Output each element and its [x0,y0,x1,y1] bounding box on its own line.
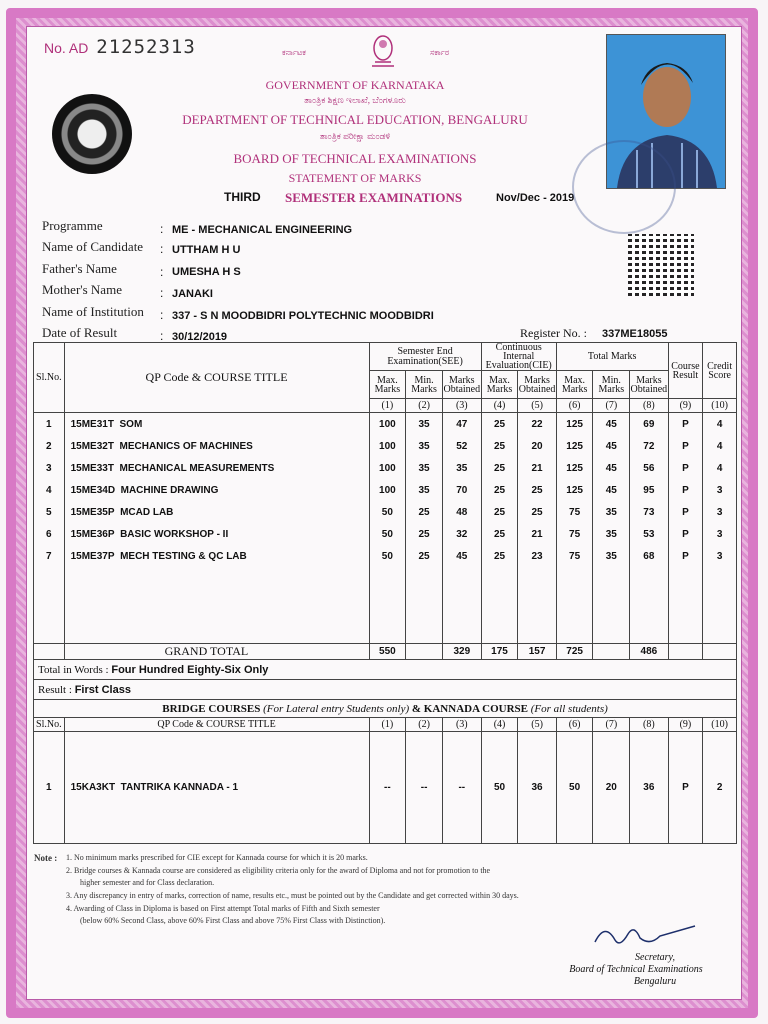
course-title: MECHANICAL MEASUREMENTS [119,462,275,474]
course-see-min: 25 [406,545,443,567]
programme-label: Programme [42,218,103,233]
bridge-see-max: -- [369,732,406,844]
col-number: (10) [703,718,737,732]
col-number: (8) [630,399,668,413]
board-title: BOARD OF TECHNICAL EXAMINATIONS [233,151,477,166]
bridge-subheading: (For Lateral entry Students only) [263,702,410,715]
bridge-credit: 2 [703,732,737,844]
course-see-obt: 47 [442,413,481,436]
cert-prefix: No. AD [44,40,89,56]
qr-code-icon [628,234,694,296]
course-see-max: 50 [369,501,406,523]
course-credit: 3 [703,545,737,567]
course-slno: 2 [34,435,65,457]
grand-total-see-obtained: 329 [442,644,481,660]
course-code: 15ME31T [70,418,114,430]
course-cell [64,523,369,545]
course-see-obt: 35 [442,457,481,479]
course-row [34,413,737,436]
total-words-value: Four Hundred Eighty-Six Only [111,663,269,676]
col-number: (6) [556,399,593,413]
note-2-cont: higher semester and for Class declaration. [80,878,215,887]
col-number: (1) [369,399,406,413]
course-cie-obt: 25 [518,479,556,501]
course-see-min: 25 [406,523,443,545]
course-cie-obt: 22 [518,413,556,436]
course-tot-obt: 53 [630,523,668,545]
kannada-sarkara: ಸರ್ಕಾರ [430,48,450,57]
course-slno: 4 [34,479,65,501]
course-see-max: 100 [369,413,406,436]
course-tot-obt: 72 [630,435,668,457]
col-number: (9) [668,399,703,413]
colon: : [160,222,164,236]
col-number: (1) [369,718,406,732]
col-number: (6) [556,718,593,732]
col-number: (8) [630,718,668,732]
bridge-slno: 1 [34,732,65,844]
col-number: (3) [442,399,481,413]
course-result-header: Course Result [668,343,703,399]
course-row [34,457,737,479]
course-cie-obt: 25 [518,501,556,523]
course-tot-min: 45 [593,457,630,479]
course-tot-max: 125 [556,457,593,479]
course-title: MECH TESTING & QC LAB [120,550,247,562]
candidate-name-label: Name of Candidate [42,239,144,254]
course-tot-min: 35 [593,501,630,523]
programme-value: ME - MECHANICAL ENGINEERING [172,224,353,236]
course-code: 15ME32T [70,440,114,452]
slno-header: Sl.No. [34,343,65,413]
course-see-max: 100 [369,479,406,501]
signature-city: Bengaluru [633,976,677,987]
colon: : [160,308,164,322]
course-tot-obt: 73 [630,501,668,523]
course-slno: 1 [34,413,65,436]
see-header: Semester End Examination(SEE) [369,343,481,371]
bridge-heading: BRIDGE COURSES [162,702,261,715]
course-tot-obt: 69 [630,413,668,436]
emblem-icon [366,32,400,70]
grand-total-cie-obtained: 157 [518,644,556,660]
course-result: P [668,523,703,545]
institution-label: Name of Institution [42,304,144,319]
course-see-min: 35 [406,435,443,457]
course-credit: 3 [703,501,737,523]
signature-board: Board of Technical Examinations [569,964,703,975]
colon: : [160,329,164,343]
course-cie-max: 25 [481,413,518,436]
course-row [34,479,737,501]
see-min-header: Min. Marks [406,371,443,399]
col-number: (7) [593,399,630,413]
bridge-course-title: TANTRIKA KANNADA - 1 [120,782,239,793]
father-name-label: Father's Name [42,261,117,276]
bridge-course-row [34,732,737,844]
course-see-obt: 70 [442,479,481,501]
course-result: P [668,501,703,523]
col-number: (2) [406,718,443,732]
course-tot-obt: 95 [630,479,668,501]
course-code: 15ME36P [70,528,115,540]
cert-number-value: 21252313 [96,36,196,58]
bridge-course-header: QP Code & COURSE TITLE [64,718,369,732]
signature-icon [590,912,700,952]
course-title: MACHINE DRAWING [120,484,219,496]
col-number: (3) [442,718,481,732]
course-title: SOM [119,418,143,430]
course-tot-max: 125 [556,435,593,457]
course-cell [64,479,369,501]
kannada-subheading: (For all students) [530,702,608,715]
course-cie-obt: 21 [518,457,556,479]
course-see-max: 100 [369,457,406,479]
course-tot-min: 35 [593,523,630,545]
course-see-obt: 48 [442,501,481,523]
course-title: BASIC WORKSHOP - II [120,528,229,540]
cie-max-header: Max. Marks [481,371,518,399]
credit-score-header: Credit Score [703,343,737,399]
note-3: 3. Any discrepancy in entry of marks, correction of name, results etc., must be pointed out by the Candidate and get corrected within 30 days. [66,891,519,900]
course-credit: 4 [703,435,737,457]
course-code: 15ME33T [70,462,114,474]
bridge-slno-header: Sl.No. [34,718,65,732]
course-rows [34,413,737,644]
course-cie-obt: 23 [518,545,556,567]
course-result: P [668,545,703,567]
marks-table [33,342,737,844]
course-code: 15ME37P [70,550,115,562]
course-see-obt: 52 [442,435,481,457]
course-cell [64,435,369,457]
course-see-min: 25 [406,501,443,523]
statement-title: STATEMENT OF MARKS [288,171,422,185]
note-2: 2. Bridge courses & Kannada course are considered as eligibility criteria only for the award of Diploma and not for promotion to the [66,866,491,875]
course-cell [64,545,369,567]
course-result: P [668,435,703,457]
course-tot-max: 75 [556,523,593,545]
register-no-label: Register No. : [520,326,587,340]
total-obtained-header: Marks Obtained [630,371,668,399]
course-title-header: QP Code & COURSE TITLE [64,343,369,413]
course-cell [64,501,369,523]
course-cie-max: 25 [481,545,518,567]
course-slno: 7 [34,545,65,567]
course-tot-min: 35 [593,545,630,567]
office-stamp-icon [572,140,676,234]
colon: : [160,265,164,279]
bridge-total-max: 50 [556,732,593,844]
semester-label: THIRD [224,190,261,204]
course-row [34,501,737,523]
col-number: (5) [518,718,556,732]
department-title: DEPARTMENT OF TECHNICAL EDUCATION, BENGALURU [182,112,528,127]
kannada-karnataka: ಕರ್ನಾಟಕ [282,48,306,57]
kannada-board: ತಾಂತ್ರಿಕ ಪರೀಕ್ಷಾ ಮಂಡಳಿ [319,131,391,141]
col-number: (2) [406,399,443,413]
course-tot-obt: 68 [630,545,668,567]
government-title: GOVERNMENT OF KARNATAKA [265,78,445,92]
kannada-heading: & KANNADA COURSE [411,702,529,715]
course-cie-obt: 20 [518,435,556,457]
col-number: (10) [703,399,737,413]
see-obtained-header: Marks Obtained [442,371,481,399]
course-credit: 3 [703,523,737,545]
grand-total-obtained: 486 [630,644,668,660]
bridge-see-obtained: -- [442,732,481,844]
course-cie-max: 25 [481,479,518,501]
course-see-min: 35 [406,479,443,501]
total-marks-header: Total Marks [556,343,668,371]
course-slno: 3 [34,457,65,479]
cie-obtained-header: Marks Obtained [518,371,556,399]
signature-title: Secretary, [635,952,675,963]
course-see-min: 35 [406,413,443,436]
course-see-max: 50 [369,545,406,567]
course-row [34,523,737,545]
course-credit: 4 [703,457,737,479]
course-result: P [668,457,703,479]
total-min-header: Min. Marks [593,371,630,399]
course-see-obt: 45 [442,545,481,567]
result-date-value: 30/12/2019 [172,331,228,343]
course-cell [64,457,369,479]
course-see-min: 35 [406,457,443,479]
course-tot-obt: 56 [630,457,668,479]
result-value: First Class [74,683,131,696]
course-cie-max: 25 [481,457,518,479]
grand-total-see-max: 550 [369,644,406,660]
colon: : [160,286,164,300]
course-cie-obt: 21 [518,523,556,545]
note-4-cont: (below 60% Second Class, above 60% First Class and above 75% First Class with Distinction). [80,916,386,925]
course-tot-min: 45 [593,479,630,501]
note-1: 1. No minimum marks prescribed for CIE except for Kannada course for which it is 20 marks. [66,853,368,862]
course-cie-max: 25 [481,435,518,457]
cie-header: Continuous Internal Evaluation(CIE) [481,343,556,371]
course-slno: 5 [34,501,65,523]
mother-name-label: Mother's Name [42,282,122,297]
course-row [34,435,737,457]
course-row [34,545,737,567]
bridge-result: P [668,732,703,844]
institution-value: 337 - S N MOODBIDRI POLYTECHNIC MOODBIDRI [172,310,434,322]
see-max-header: Max. Marks [369,371,406,399]
bridge-total-obtained: 36 [630,732,668,844]
exam-session: Nov/Dec - 2019 [496,192,575,204]
grand-total-cie-max: 175 [481,644,518,660]
bridge-total-min: 20 [593,732,630,844]
course-tot-min: 45 [593,413,630,436]
course-cell [64,413,369,436]
course-result: P [668,479,703,501]
course-see-max: 50 [369,523,406,545]
colon: : [160,242,164,256]
col-number: (7) [593,718,630,732]
bridge-see-min: -- [406,732,443,844]
col-number: (5) [518,399,556,413]
father-name-value: UMESHA H S [172,266,241,278]
course-title: MCAD LAB [120,506,174,518]
note-4: 4. Awarding of Class in Diploma is based on First attempt Total marks of Fifth and Sixth semester [66,904,380,913]
course-tot-min: 45 [593,435,630,457]
course-result: P [668,413,703,436]
course-tot-max: 125 [556,479,593,501]
result-label: Result : [38,683,72,696]
result-date-label: Date of Result [42,325,118,340]
mother-name-value: JANAKI [172,288,213,300]
course-code: 15ME35P [70,506,115,518]
course-credit: 3 [703,479,737,501]
exam-title: SEMESTER EXAMINATIONS [285,190,463,205]
bridge-cie-obtained: 36 [518,732,556,844]
certificate-number [44,36,196,58]
total-max-header: Max. Marks [556,371,593,399]
course-tot-max: 75 [556,545,593,567]
course-see-obt: 32 [442,523,481,545]
course-credit: 4 [703,413,737,436]
note-label: Note : [34,853,58,863]
course-slno: 6 [34,523,65,545]
register-no-value: 337ME18055 [602,328,668,340]
course-see-max: 100 [369,435,406,457]
bridge-cie-max: 50 [481,732,518,844]
total-words-label: Total in Words : [38,663,109,676]
course-code: 15ME34D [70,484,116,496]
course-tot-max: 75 [556,501,593,523]
blank-row [34,567,737,644]
bridge-course-code: 15KA3KT [70,782,116,793]
candidate-name-value: UTTHAM H U [172,244,241,256]
col-number: (4) [481,399,518,413]
grand-total-label: GRAND TOTAL [64,644,369,660]
grand-total-max: 725 [556,644,593,660]
course-tot-max: 125 [556,413,593,436]
course-cie-max: 25 [481,501,518,523]
col-number: (4) [481,718,518,732]
col-number: (9) [668,718,703,732]
course-title: MECHANICS OF MACHINES [119,440,253,452]
hologram-seal-icon [52,94,132,174]
kannada-department: ತಾಂತ್ರಿಕ ಶಿಕ್ಷಣ ಇಲಾಖೆ, ಬೆಂಗಳೂರು [304,95,406,105]
course-cie-max: 25 [481,523,518,545]
